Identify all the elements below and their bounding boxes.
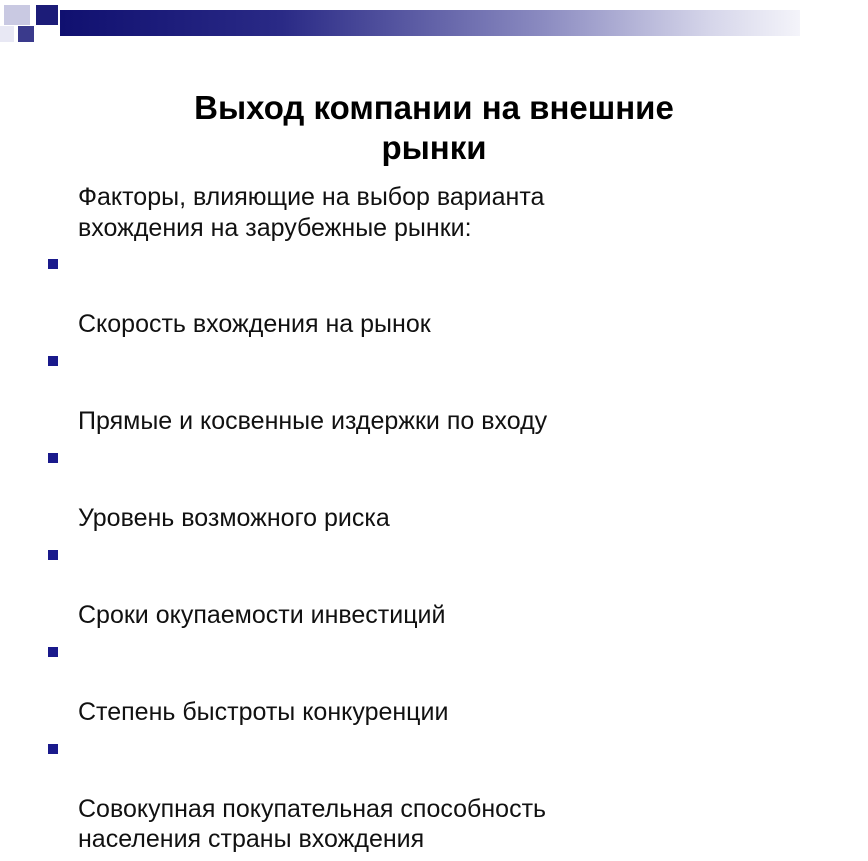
bullet-list (48, 249, 748, 861)
square-bullet-icon (48, 356, 58, 366)
decor-square-mid (18, 26, 34, 42)
bullet-text: Сроки окупаемости инвестиций (78, 601, 446, 629)
slide-intro-text: Факторы, влияющие на выбор варианта вхождения на зарубежные рынки: (78, 183, 545, 242)
square-bullet-icon (48, 550, 58, 560)
header-decoration (0, 0, 800, 40)
square-bullet-icon (48, 744, 58, 754)
decor-square-light (4, 5, 30, 25)
bullet-item (48, 637, 748, 727)
decor-square-pale (0, 26, 14, 42)
decor-square-dark (36, 5, 58, 25)
bullet-item (48, 249, 748, 339)
bullet-item (48, 443, 748, 533)
bullet-text: Прямые и косвенные издержки по входу (78, 407, 548, 435)
bullet-text: Скорость вхождения на рынок (78, 310, 431, 338)
square-bullet-icon (48, 647, 58, 657)
bullet-text: Степень быстроты конкуренции (78, 698, 449, 726)
bullet-item (48, 734, 748, 854)
slide-title: Выход компании на внешние рынки (194, 89, 674, 166)
bullet-item (48, 540, 748, 630)
bullet-text: Совокупная покупательная способность населения страны вхождения (78, 795, 547, 853)
bullet-text: Уровень возможного риска (78, 504, 390, 532)
header-gradient-bar (60, 10, 800, 36)
square-bullet-icon (48, 259, 58, 269)
bullet-item (48, 346, 748, 436)
square-bullet-icon (48, 453, 58, 463)
